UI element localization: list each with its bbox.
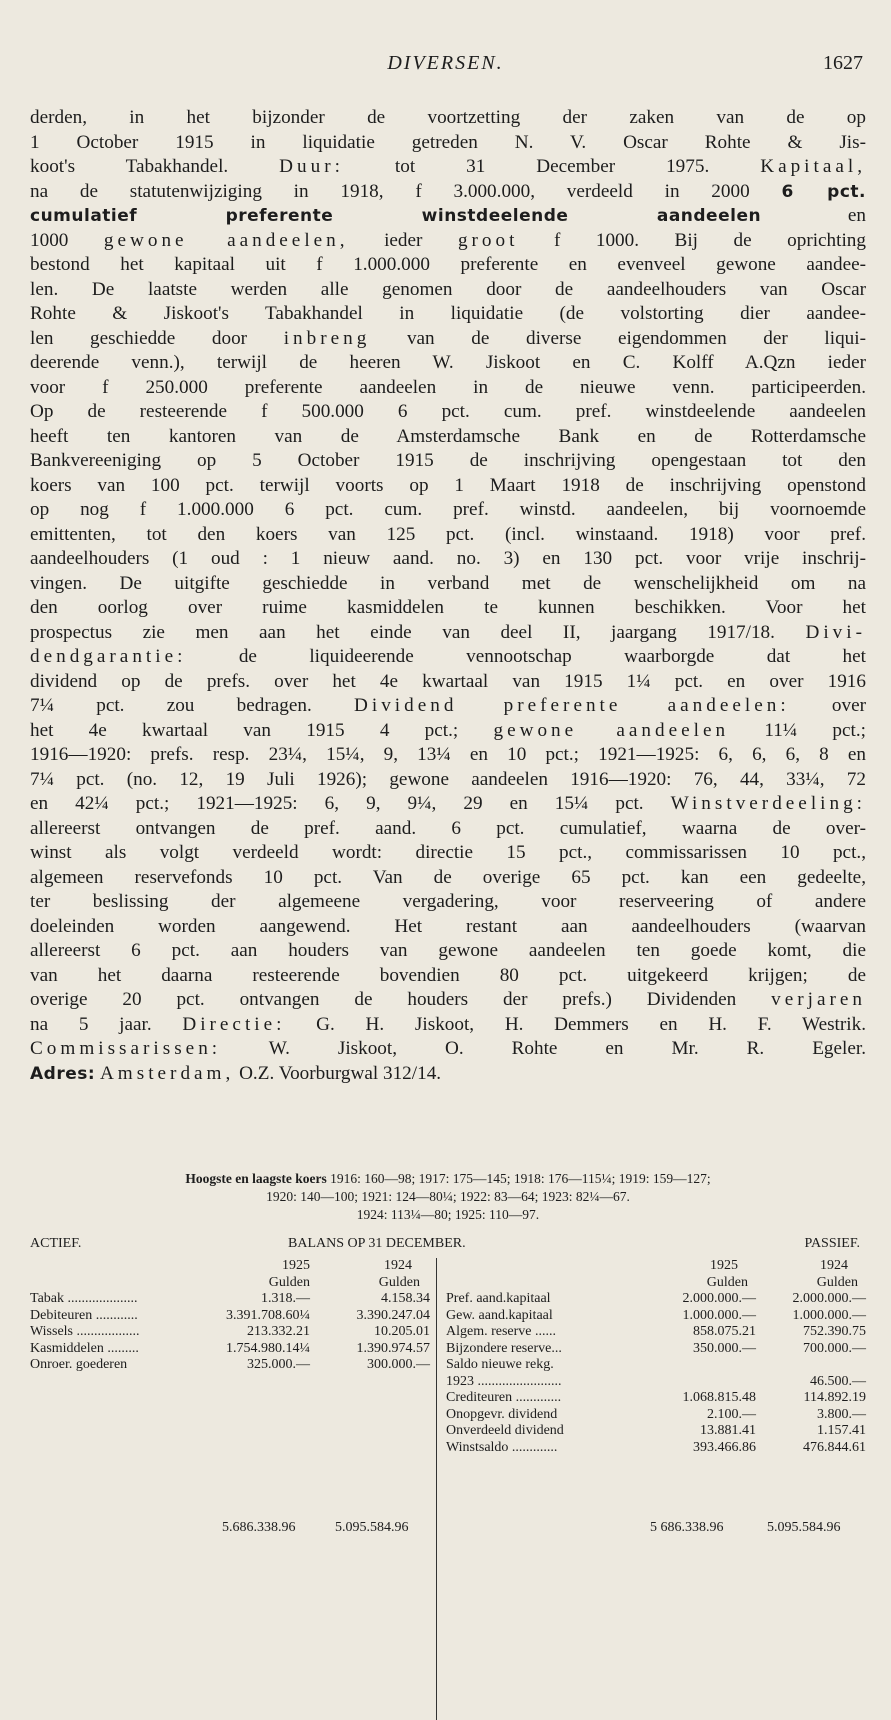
text-run: en 42¼ pct.; 1921—1925: 6, 9, 9¼, 29 en 15¼ pct.	[30, 793, 671, 814]
actief-value-1924: 10.205.01	[374, 1324, 430, 1339]
unit-label: Gulden	[706, 1274, 748, 1290]
text-run: Op de resteerende f 500.000 6 pct. cum. pref. winstdeelende aandeelen	[30, 401, 866, 422]
balance-sheet	[30, 1236, 866, 1455]
actief-value-1924: 4.158.34	[381, 1291, 430, 1306]
company-description-paragraph	[30, 106, 866, 1086]
passief-row	[446, 1390, 866, 1407]
text-line	[30, 449, 866, 474]
unit-label: Gulden	[816, 1274, 858, 1290]
text-line	[30, 1062, 866, 1087]
text-line	[30, 351, 866, 376]
text-line	[30, 719, 866, 744]
spaced-phrase: inbreng	[283, 327, 371, 349]
text-run: f 1000. Bij de oprichting	[518, 229, 866, 251]
actief-label: Tabak ....................	[30, 1291, 138, 1306]
text-run: dividend op de prefs. over het 4e kwartaal van 1915 1¼ pct. en over 1916	[30, 670, 866, 692]
year-1925: 1925	[282, 1258, 310, 1273]
text-run: ieder	[348, 229, 458, 251]
passief-label: Bijzondere reserve...	[446, 1340, 562, 1356]
text-line	[30, 376, 866, 401]
passief-label: Saldo nieuwe rekg.	[446, 1357, 554, 1372]
text-run: op nog f 1.000.000 6 pct. cum. pref. winstd. aandeelen, bij voornoemde	[30, 499, 866, 520]
text-run: koers van 100 pct. terwijl voorts op 1 Maart 1918 de inschrijving openstond	[30, 474, 866, 496]
text-line	[30, 841, 866, 866]
text-run: 7¼ pct. (no. 12, 19 Juli 1926); gewone aandeelen 1916—1920: 76, 44, 33¼, 72	[30, 768, 866, 790]
text-line	[30, 645, 866, 670]
passief-total-1925: 5 686.338.96	[650, 1520, 724, 1535]
unit-label: Gulden	[378, 1274, 420, 1290]
passief-value-1924: 752.390.75	[803, 1324, 866, 1339]
text-line	[30, 572, 866, 597]
price-range-label: Hoogste en laagste koers	[185, 1171, 327, 1186]
text-run: aandeelhouders (1 oud : 1 nieuw aand. no. 3) en 130 pct. voor vrije inschrij-	[30, 548, 866, 569]
spaced-phrase: Commissarissen:	[30, 1038, 222, 1059]
text-line	[30, 180, 866, 205]
text-line	[30, 939, 866, 964]
text-line	[30, 694, 866, 719]
text-line	[30, 670, 866, 695]
spaced-phrase: verjaren	[771, 989, 866, 1010]
text-run: G. H. Jiskoot, H. Demmers en H. F. Westrik.	[285, 1013, 866, 1035]
price-range-values: 1916: 160—98; 1917: 175—145; 1918: 176—115¼; 1919: 159—127;	[326, 1171, 711, 1186]
text-line	[30, 400, 866, 425]
text-run: 1916—1920: prefs. resp. 23¼, 15¼, 9, 13¼ en 10 pct.; 1921—1925: 6, 6, 6, 8 en	[30, 744, 866, 765]
text-run: het 4e kwartaal van 1915 4 pct.;	[30, 719, 494, 741]
passief-value-1925: 1.068.815.48	[682, 1390, 756, 1405]
balance-title: BALANS OP 31 DECEMBER.	[288, 1236, 466, 1251]
text-line	[30, 547, 866, 572]
year-header-row	[30, 1258, 430, 1275]
text-line	[30, 596, 866, 621]
actief-row	[30, 1324, 430, 1341]
spaced-phrase: gewone aandeelen	[493, 719, 730, 741]
text-run: len geschiedde door	[30, 327, 284, 349]
actief-row	[30, 1291, 430, 1308]
text-run: over	[789, 695, 867, 716]
passief-row	[446, 1423, 866, 1440]
text-run: vingen. De uitgifte geschiedde in verband met de wenschelijkheid om na	[30, 572, 866, 594]
actief-value-1925: 213.332.21	[247, 1324, 310, 1339]
text-run: voor f 250.000 preferente aandeelen in de nieuwe venn. participeerden.	[30, 376, 866, 398]
text-line	[30, 988, 866, 1013]
passief-row	[446, 1324, 866, 1341]
text-line	[30, 621, 866, 646]
actief-label: Debiteuren ............	[30, 1307, 138, 1323]
text-line	[30, 253, 866, 278]
text-line	[30, 498, 866, 523]
spaced-phrase: groot	[457, 229, 519, 251]
text-line	[30, 915, 866, 940]
passief-label: Winstsaldo .............	[446, 1439, 558, 1455]
text-run: na de statutenwijziging in 1918, f 3.000.000, verdeeld in 2000	[30, 180, 782, 202]
passief-row	[446, 1374, 866, 1391]
year-header-row	[446, 1258, 866, 1275]
actief-total-1925: 5.686.338.96	[222, 1520, 296, 1535]
text-run: len. De laatste werden alle genomen door de aandeelhouders van Oscar	[30, 278, 866, 300]
text-run: 11¼ pct.;	[729, 719, 866, 741]
passief-label: Crediteuren .............	[446, 1390, 562, 1405]
text-run: en	[761, 205, 866, 226]
bold-phrase: Adres:	[30, 1063, 96, 1084]
text-line	[30, 817, 866, 842]
passief-value-1925: 2.000.000.—	[682, 1291, 756, 1306]
text-line	[30, 106, 866, 131]
text-run: allereerst 6 pct. aan houders van gewone aandeelen ten goede komt, die	[30, 940, 866, 961]
passief-value-1925: 1.000.000.—	[682, 1307, 756, 1323]
actief-label: Onroer. goederen	[30, 1357, 128, 1372]
year-1925: 1925	[710, 1258, 738, 1273]
text-run: derden, in het bijzonder de voortzetting der zaken van de op	[30, 107, 866, 128]
passief-title: PASSIEF.	[804, 1236, 860, 1251]
text-run: prospectus zie men aan het einde van deel II, jaargang 1917/18.	[30, 621, 806, 643]
text-run: van de diverse eigendommen der liqui-	[370, 327, 866, 349]
actief-label: Wissels ..................	[30, 1324, 140, 1339]
passief-value-1924: 1.157.41	[817, 1423, 866, 1438]
passief-column	[446, 1258, 866, 1456]
passief-label: Onopgevr. dividend	[446, 1406, 558, 1422]
passief-row	[446, 1341, 866, 1358]
passief-value-1925: 858.075.21	[693, 1324, 756, 1339]
actief-title: ACTIEF.	[30, 1236, 82, 1251]
actief-row	[30, 1308, 430, 1325]
text-line	[30, 523, 866, 548]
spaced-phrase: dendgarantie:	[30, 646, 187, 667]
text-run: 1000	[30, 229, 104, 251]
actief-total-1924: 5.095.584.96	[335, 1520, 409, 1535]
bold-phrase: 6 pct.	[781, 181, 867, 202]
text-line	[30, 1013, 866, 1038]
year-1924: 1924	[820, 1258, 848, 1273]
text-line	[30, 1037, 866, 1062]
passief-value-1924: 476.844.61	[803, 1439, 866, 1455]
price-range-note	[30, 1170, 866, 1224]
passief-value-1925: 2.100.—	[707, 1406, 756, 1422]
price-range-line: 1924: 113¼—80; 1925: 110—97.	[356, 1207, 540, 1222]
actief-value-1925: 1.754.980.14¼	[226, 1340, 310, 1356]
actief-label: Kasmiddelen .........	[30, 1340, 139, 1356]
price-range-line: 1920: 140—100; 1921: 124—80¼; 1922: 83—64; 1923: 82¼—67.	[266, 1189, 630, 1204]
text-line	[30, 768, 866, 793]
passief-row	[446, 1291, 866, 1308]
text-line	[30, 964, 866, 989]
text-run: doeleinden worden aangewend. Het restant aan aandeelhouders (waarvan	[30, 915, 866, 937]
passief-label: Onverdeeld dividend	[446, 1423, 564, 1438]
text-line	[30, 890, 866, 915]
text-line	[30, 425, 866, 450]
text-run: heeft ten kantoren van de Amsterdamsche Bank en de Rotterdamsche	[30, 425, 866, 447]
text-run: O.Z. Voorburgwal 312/14.	[234, 1062, 442, 1084]
passief-value-1924: 1.000.000.—	[792, 1307, 866, 1323]
actief-column	[30, 1258, 430, 1374]
spaced-phrase: gewone aandeelen,	[103, 229, 349, 251]
balance-sheet-header	[30, 1236, 866, 1258]
spaced-phrase: Dividend preferente aandeelen:	[354, 695, 790, 716]
passief-row	[446, 1308, 866, 1325]
text-run: tot 31 December 1975.	[343, 156, 761, 177]
spaced-phrase: Amsterdam,	[99, 1062, 235, 1084]
actief-row	[30, 1341, 430, 1358]
page-number: 1627	[823, 52, 863, 74]
text-run: algemeen reservefonds 10 pct. Van de overige 65 pct. kan een gedeelte,	[30, 866, 866, 888]
text-run: bestond het kapitaal uit f 1.000.000 preferente en evenveel gewone aandee-	[30, 254, 866, 275]
text-run: allereerst ontvangen de pref. aand. 6 pct. cumulatief, waarna de over-	[30, 817, 866, 839]
text-run: na 5 jaar.	[30, 1013, 183, 1035]
passief-value-1925: 13.881.41	[700, 1423, 756, 1438]
text-line	[30, 131, 866, 156]
actief-value-1925: 325.000.—	[247, 1357, 310, 1372]
passief-value-1924: 114.892.19	[803, 1390, 866, 1405]
actief-value-1924: 1.390.974.57	[356, 1340, 430, 1356]
passief-total-1924: 5.095.584.96	[767, 1520, 841, 1535]
text-run: emittenten, tot den koers van 125 pct. (incl. winstaand. 1918) voor pref.	[30, 523, 866, 545]
passief-value-1925: 393.466.86	[693, 1439, 756, 1455]
passief-value-1925: 350.000.—	[693, 1340, 756, 1356]
text-run: van het daarna resteerende bovendien 80 pct. uitgekeerd krijgen; de	[30, 964, 866, 986]
text-line	[30, 155, 866, 180]
unit-header-row	[30, 1275, 430, 1292]
passief-value-1924: 700.000.—	[803, 1340, 866, 1356]
text-run: Rohte & Jiskoot's Tabakhandel in liquidatie (de volstorting dier aandee-	[30, 303, 866, 324]
running-header-title: DIVERSEN.	[387, 52, 504, 74]
passief-value-1924: 3.800.—	[817, 1406, 866, 1422]
text-run: de liquideerende vennootschap waarborgde dat het	[186, 646, 866, 667]
passief-row	[446, 1440, 866, 1457]
passief-value-1924: 2.000.000.—	[792, 1291, 866, 1306]
unit-header-row	[446, 1275, 866, 1292]
text-run: 7¼ pct. zou bedragen.	[30, 695, 354, 716]
text-line	[30, 866, 866, 891]
text-run: den oorlog over ruime kasmiddelen te kunnen beschikken. Voor het	[30, 597, 866, 618]
text-line	[30, 792, 866, 817]
text-run: winst als volgt verdeeld wordt: directie 15 pct., commissarissen 10 pct.,	[30, 842, 866, 863]
text-line	[30, 278, 866, 303]
spaced-phrase: Winstverdeeling:	[670, 793, 866, 814]
text-line	[30, 743, 866, 768]
spaced-phrase: Divi-	[805, 621, 866, 643]
year-1924: 1924	[384, 1258, 412, 1273]
text-run: Bankvereeniging op 5 October 1915 de inschrijving opengestaan tot den	[30, 450, 866, 471]
actief-row	[30, 1357, 430, 1374]
spaced-phrase: Kapitaal,	[760, 156, 867, 177]
passief-row	[446, 1357, 866, 1374]
text-run: koot's Tabakhandel.	[30, 156, 280, 177]
actief-value-1924: 300.000.—	[367, 1357, 430, 1372]
passief-label: 1923 ........................	[446, 1373, 562, 1389]
text-run: ter beslissing der algemeene vergadering, voor reserveering of andere	[30, 891, 866, 912]
text-line	[30, 229, 866, 254]
passief-row	[446, 1407, 866, 1424]
unit-label: Gulden	[268, 1274, 310, 1290]
actief-value-1925: 3.391.708.60¼	[226, 1307, 310, 1323]
text-line	[30, 204, 866, 229]
spaced-phrase: Directie:	[182, 1013, 286, 1035]
passief-label: Gew. aand.kapitaal	[446, 1307, 553, 1323]
text-run: W. Jiskoot, O. Rohte en Mr. R. Egeler.	[221, 1038, 866, 1059]
actief-value-1924: 3.390.247.04	[356, 1307, 430, 1323]
column-divider	[436, 1258, 437, 1720]
passief-label: Pref. aand.kapitaal	[446, 1291, 551, 1306]
text-run: overige 20 pct. ontvangen de houders der prefs.) Dividenden	[30, 989, 772, 1010]
price-range-line	[30, 1170, 866, 1188]
bold-phrase: cumulatief preferente winstdeelende aandeelen	[30, 206, 762, 226]
passief-label: Algem. reserve ......	[446, 1324, 557, 1339]
text-line	[30, 474, 866, 499]
text-run: 1 October 1915 in liquidatie getreden N. V. Oscar Rohte & Jis-	[30, 131, 866, 153]
actief-value-1925: 1.318.—	[261, 1291, 310, 1306]
passief-value-1924: 46.500.—	[810, 1373, 866, 1389]
text-line	[30, 302, 866, 327]
text-line	[30, 327, 866, 352]
text-run: deerende venn.), terwijl de heeren W. Jiskoot en C. Kolff A.Qzn ieder	[30, 352, 866, 373]
spaced-phrase: Duur:	[279, 156, 344, 177]
